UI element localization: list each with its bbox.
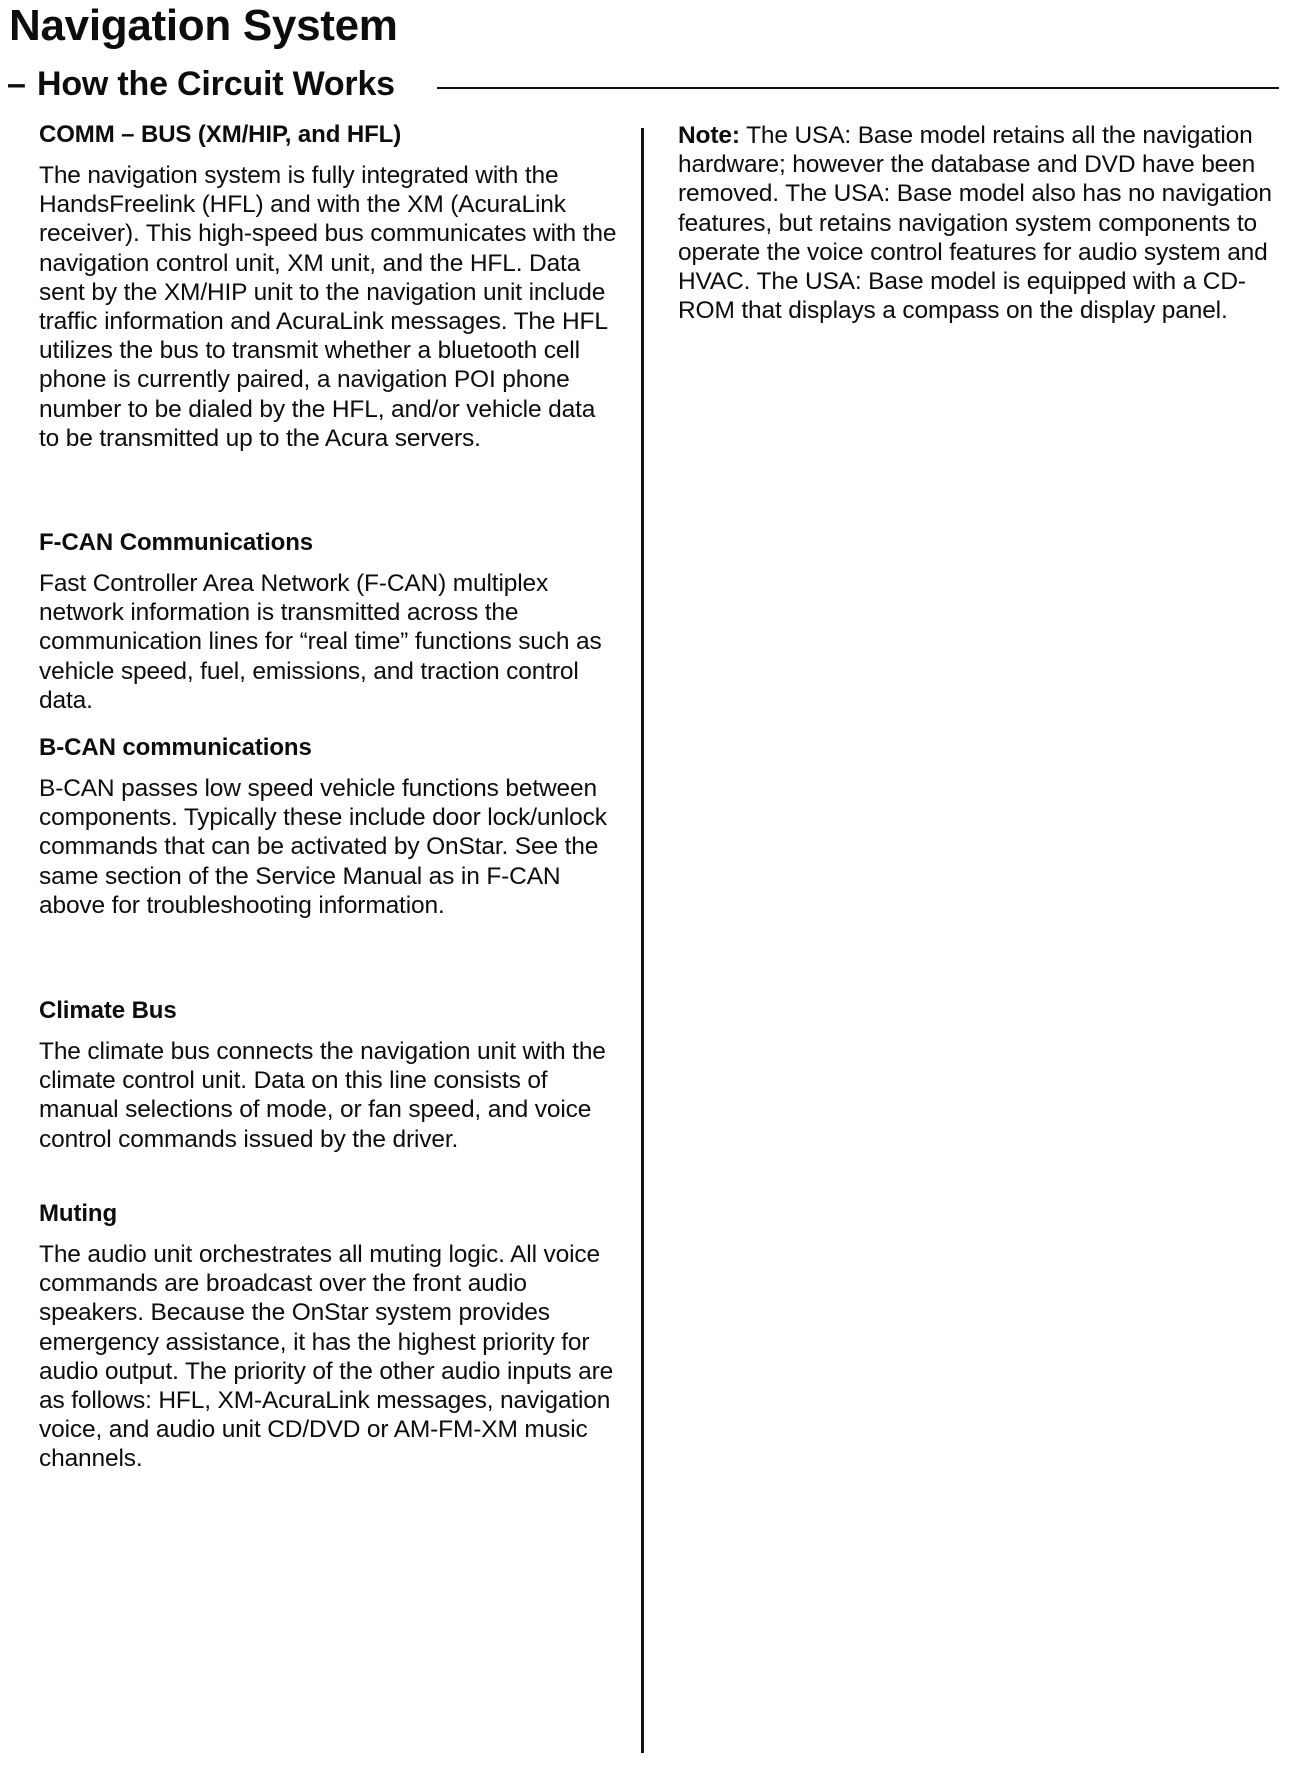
section-heading: B-CAN communications [39,734,312,761]
section-f-can [39,528,619,715]
subtitle-dash: – [7,65,26,103]
note-text: The USA: Base model retains all the navigation hardware; however the database and DVD have been removed. The USA: Base model also has no navigation features, but retains navigation system components to operate the voice control features for audio system and HVAC. The USA: Base model is equipped with a CD-ROM that displays a compass on the display panel. [678,122,1272,325]
section-subtitle: How the Circuit Works [37,65,395,103]
note-label: Note: [678,122,740,149]
column-divider [641,128,644,1753]
section-b-can [39,733,619,920]
section-heading: Climate Bus [39,997,177,1024]
section-body: The climate bus connects the navigation unit with the climate control unit. Data on this line consists of manual selections of mode, or fan speed, and voice control commands issued by the driver. [39,1038,606,1153]
note-paragraph [678,121,1278,325]
section-body: The audio unit orchestrates all muting logic. All voice commands are broadcast over the front audio speakers. Because the OnStar system provides emergency assistance, it has the highest priority for audio output. The priority of the other audio inputs are as follows: HFL, XM-AcuraLink messages, navigation voice, and audio unit CD/DVD or AM-FM-XM music channels. [39,1241,614,1473]
section-heading: F-CAN Communications [39,529,314,556]
section-climate-bus [39,996,619,1154]
section-body: Fast Controller Area Network (F-CAN) multiplex network information is transmitted across the communication lines for “real time” functions such as vehicle speed, fuel, emissions, and traction control data. [39,570,602,714]
page-title: Navigation System [9,1,398,50]
section-muting [39,1199,619,1474]
section-subtitle-row [7,62,1279,106]
section-body: B-CAN passes low speed vehicle functions between components. Typically these include door lock/unlock commands that can be activated by OnStar. See the same section of the Service Manual as in F-CAN above for troubleshooting information. [39,775,607,919]
section-body: The navigation system is fully integrated with the HandsFreelink (HFL) and with the XM (AcuraLink receiver). This high-speed bus communicates with the navigation control unit, XM unit, and the HFL. Data sent by the XM/HIP unit to the navigation unit include traffic information and AcuraLink messages. The HFL utilizes the bus to transmit whether a bluetooth cell phone is currently paired, a navigation POI phone number to be dialed by the HFL, and/or vehicle data to be transmitted up to the Acura servers. [39,162,617,452]
section-comm-bus [39,120,619,453]
section-heading: Muting [39,1200,118,1227]
section-heading: COMM – BUS (XM/HIP, and HFL) [39,121,402,148]
subtitle-rule [437,87,1279,89]
